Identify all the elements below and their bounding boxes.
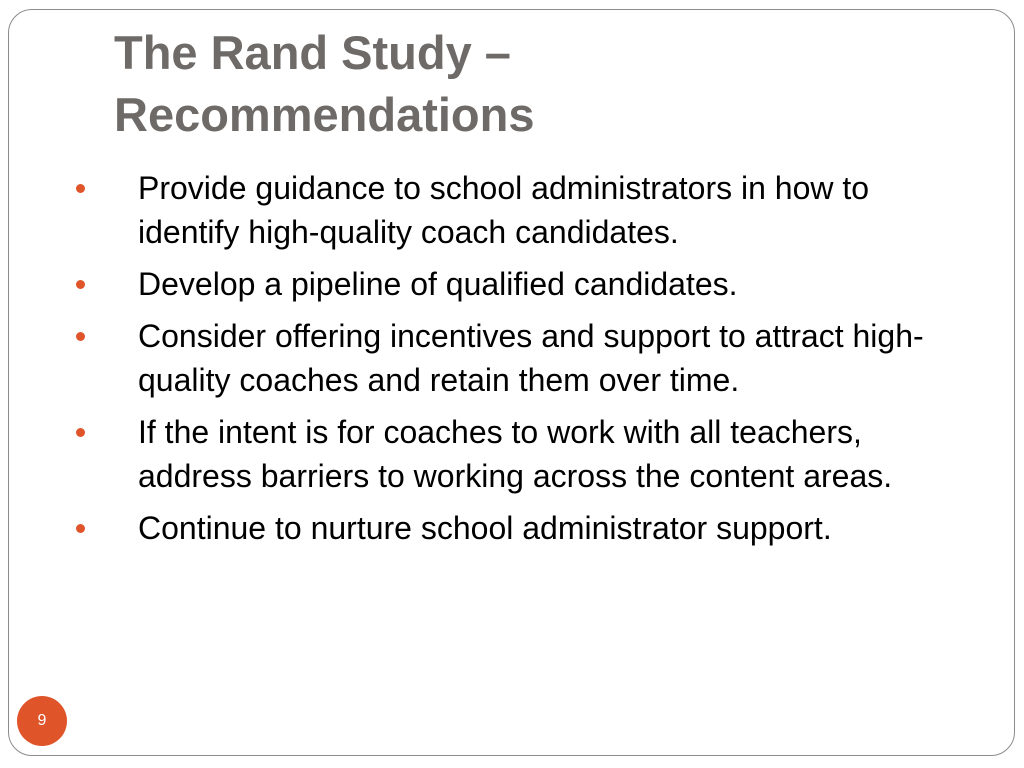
bullet-item xyxy=(76,410,976,498)
bullet-text: Provide guidance to school administrators in how to identify high-quality coach candidates. xyxy=(138,170,870,250)
bullet-dot-icon xyxy=(76,332,85,341)
bullet-item xyxy=(76,506,976,550)
bullet-dot-icon xyxy=(76,524,85,533)
bullet-text: If the intent is for coaches to work with all teachers, address barriers to working across the content areas. xyxy=(138,414,893,494)
bullet-dot-icon xyxy=(76,428,85,437)
page-number-badge xyxy=(17,696,67,746)
bullet-item xyxy=(76,262,976,306)
bullet-item xyxy=(76,314,976,402)
bullet-list xyxy=(76,166,976,558)
page-number: 9 xyxy=(37,712,47,729)
slide-title: The Rand Study – Recommendations xyxy=(114,26,535,141)
bullet-dot-icon xyxy=(76,184,85,193)
bullet-text: Continue to nurture school administrator support. xyxy=(138,510,832,546)
bullet-text: Consider offering incentives and support to attract high-quality coaches and retain them over time. xyxy=(138,318,924,398)
bullet-item xyxy=(76,166,976,254)
bullet-dot-icon xyxy=(76,280,85,289)
bullet-text: Develop a pipeline of qualified candidates. xyxy=(138,266,738,302)
